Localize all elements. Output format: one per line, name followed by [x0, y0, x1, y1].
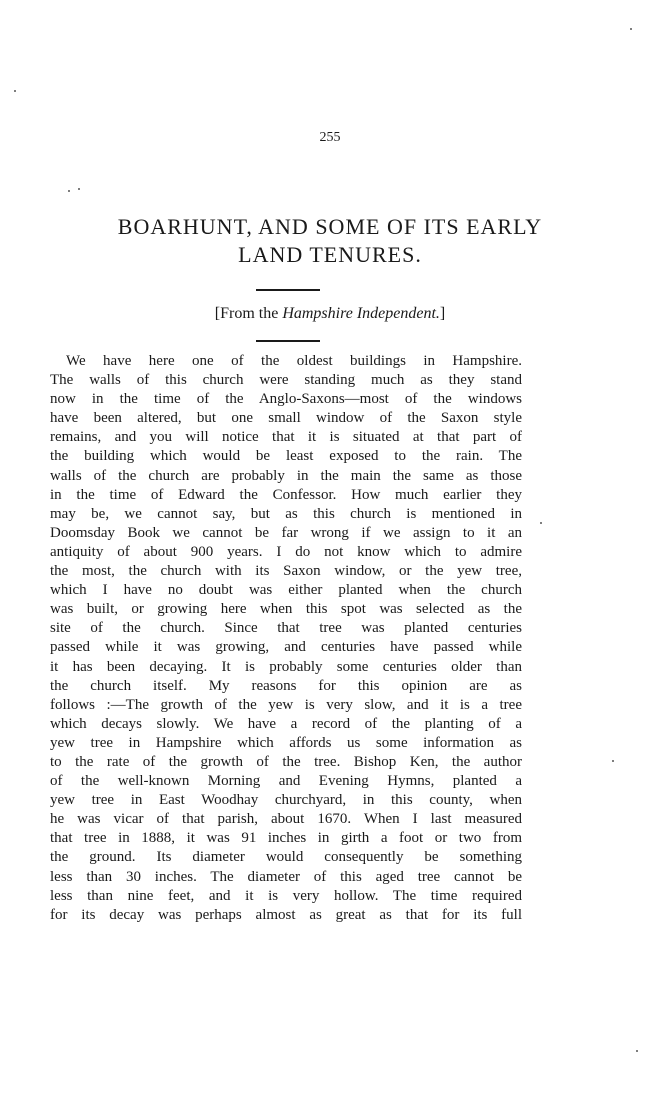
text-line: of the well-known Morning and Evening Hymns, planted a	[50, 773, 522, 790]
scan-speck	[630, 28, 632, 30]
text-line: that tree in 1888, it was 91 inches in girth a foot or two from	[50, 830, 522, 847]
scan-speck	[540, 522, 542, 524]
text-line: it has been decaying. It is probably some centuries older than	[50, 658, 522, 675]
text-line: site of the church. Since that tree was planted centuries	[50, 620, 522, 637]
source-paper-name: Hampshire Independent.	[282, 305, 440, 322]
source-prefix: [From the	[214, 305, 283, 322]
source-suffix: ]	[439, 305, 446, 322]
article-title-line-1: BOARHUNT, AND SOME OF ITS EARLY	[117, 214, 543, 239]
text-line: the most, the church with its Saxon window, or the yew tree,	[50, 563, 522, 580]
text-line: have been altered, but one small window of the Saxon style	[50, 410, 522, 427]
text-line: less than 30 inches. The diameter of this aged tree cannot be	[50, 868, 522, 885]
text-line: walls of the church are probably in the main the same as those	[50, 467, 522, 484]
scan-speck	[14, 90, 16, 92]
text-line: for its decay was perhaps almost as great as that for its full	[50, 906, 522, 923]
text-line: to the rate of the growth of the tree. Bishop Ken, the author	[50, 753, 522, 770]
text-line: yew tree in Hampshire which affords us some information as	[50, 734, 522, 751]
text-line: Doomsday Book we cannot be far wrong if we assign to it an	[50, 524, 522, 541]
source-citation	[0, 305, 660, 323]
page-number: 255	[319, 130, 341, 145]
text-line: The walls of this church were standing much as they stand	[50, 372, 522, 389]
text-line: now in the time of the Anglo-Saxons—most of the windows	[50, 391, 522, 408]
text-line: he was vicar of that parish, about 1670. When I last measured	[50, 811, 522, 828]
text-line: the church itself. My reasons for this opinion are as	[50, 677, 522, 694]
text-line: which I have no doubt was either planted when the church	[50, 582, 522, 599]
text-line: antiquity of about 900 years. I do not know which to admire	[50, 543, 522, 560]
text-line: We have here one of the oldest buildings in Hampshire.	[66, 353, 522, 369]
text-line: which decays slowly. We have a record of the planting of a	[50, 715, 522, 732]
divider-bottom	[256, 340, 320, 342]
text-line: may be, we cannot say, but as this church is mentioned in	[50, 505, 522, 522]
text-line: was built, or growing here when this spot was selected as the	[50, 601, 522, 618]
text-line: the ground. Its diameter would consequently be something	[50, 849, 522, 866]
divider-top	[256, 289, 320, 291]
scan-speck	[68, 190, 70, 192]
scan-speck	[612, 760, 614, 762]
scan-speck	[78, 188, 80, 190]
text-line: in the time of Edward the Confessor. How much earlier they	[50, 486, 522, 503]
article-body	[50, 352, 522, 925]
text-line: the building which would be least exposed to the rain. The	[50, 448, 522, 465]
text-line: remains, and you will notice that it is situated at that part of	[50, 429, 522, 446]
scan-speck	[636, 1050, 638, 1052]
article-title-line-2: LAND TENURES.	[238, 242, 422, 267]
text-line: passed while it was growing, and centuries have passed while	[50, 639, 522, 656]
article-title	[40, 213, 620, 269]
text-line: follows :—The growth of the yew is very slow, and it is a tree	[50, 696, 522, 713]
text-line: yew tree in East Woodhay churchyard, in this county, when	[50, 792, 522, 809]
text-line: less than nine feet, and it is very hollow. The time required	[50, 887, 522, 904]
